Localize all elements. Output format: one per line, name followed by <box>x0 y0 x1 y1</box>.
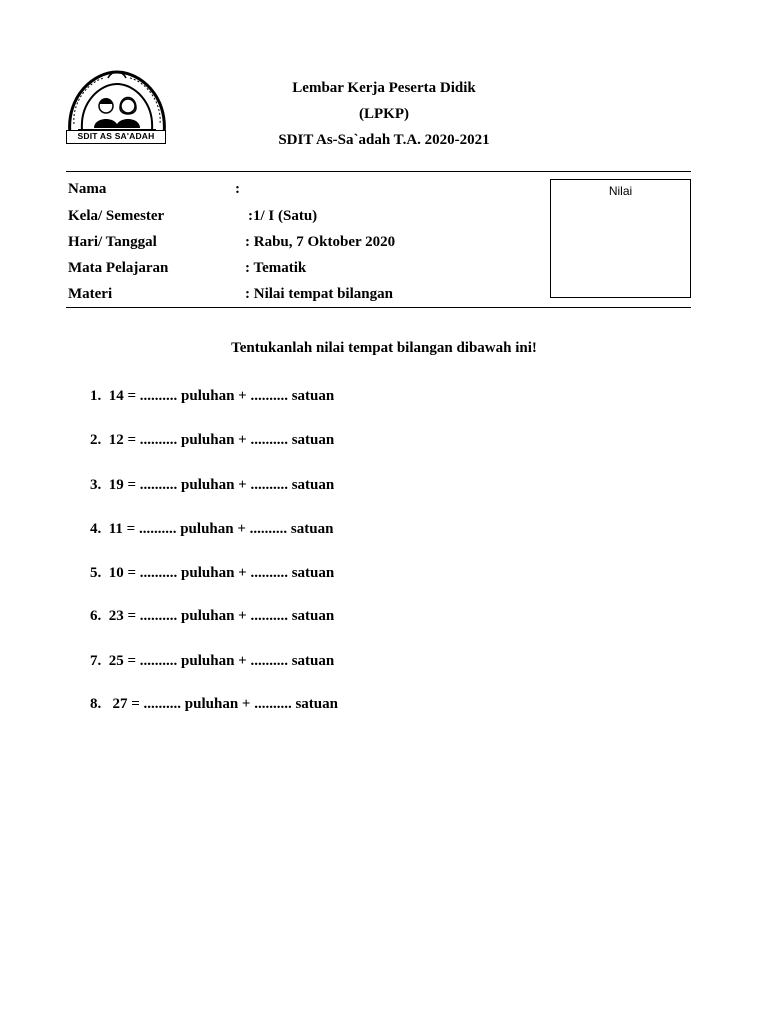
field-label-kelas: Kela/ Semester <box>68 208 165 224</box>
top-divider <box>66 171 691 172</box>
field-label-mapel: Mata Pelajaran <box>68 260 169 276</box>
field-value-tanggal: : Rabu, 7 Oktober 2020 <box>245 234 396 250</box>
score-label: Nilai <box>608 184 633 198</box>
question-item: 6. 23 = .......... puluhan + .......... satuan <box>90 608 335 624</box>
question-item: 5. 10 = .......... puluhan + .......... satuan <box>90 565 335 581</box>
field-value-materi: : Nilai tempat bilangan <box>245 286 393 302</box>
question-item: 4. 11 = .......... puluhan + .......... satuan <box>90 521 334 537</box>
question-item: 7. 25 = .......... puluhan + .......... satuan <box>90 653 335 669</box>
field-value-mapel: : Tematik <box>245 260 307 276</box>
school-year: SDIT As-Sa`adah T.A. 2020-2021 <box>278 132 490 148</box>
question-item: 2. 12 = .......... puluhan + .......... satuan <box>90 432 335 448</box>
question-item: 3. 19 = .......... puluhan + .......... satuan <box>90 477 335 493</box>
field-value-nama: : <box>235 181 240 197</box>
worksheet-abbreviation: (LPKP) <box>359 106 409 122</box>
field-label-tanggal: Hari/ Tanggal <box>68 234 157 250</box>
question-item: 8. 27 = .......... puluhan + .......... satuan <box>90 696 338 712</box>
instruction: Tentukanlah nilai tempat bilangan dibawah ini! <box>231 340 537 356</box>
logo-banner: SDIT AS SA'ADAH <box>66 130 166 144</box>
field-label-materi: Materi <box>68 286 113 302</box>
score-box <box>550 179 691 298</box>
field-value-kelas: :1/ I (Satu) <box>248 208 318 224</box>
field-label-nama: Nama <box>68 181 107 197</box>
question-item: 1. 14 = .......... puluhan + .......... satuan <box>90 388 335 404</box>
worksheet-title: Lembar Kerja Peserta Didik <box>292 80 476 96</box>
bottom-divider <box>66 307 691 308</box>
